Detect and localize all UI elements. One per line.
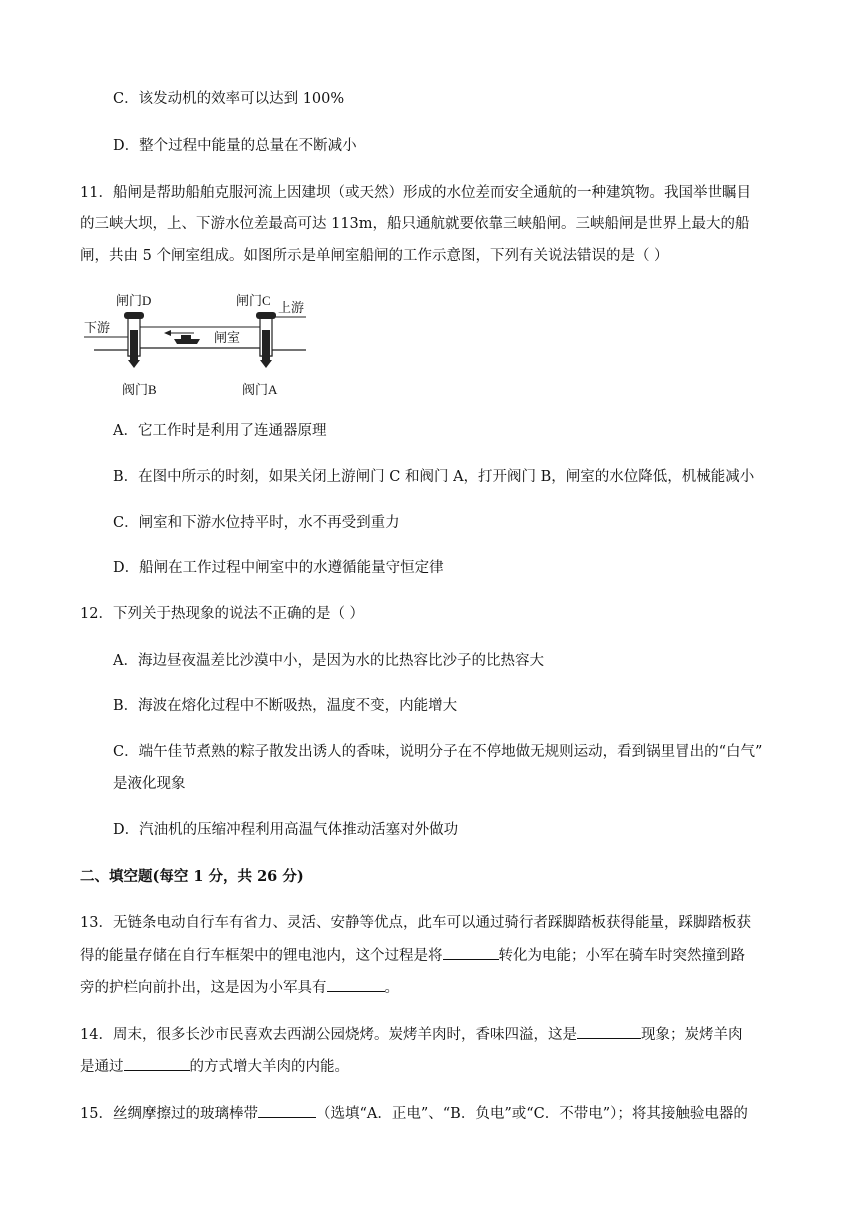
channel-bottom <box>94 348 306 356</box>
flow-arrowhead <box>164 330 171 336</box>
label-chamber: 闸室 <box>214 330 241 345</box>
answer-blank[interactable] <box>443 945 499 960</box>
q10-option-d: D．整个过程中能量的总量在不断减小 <box>113 138 357 154</box>
q12-option-c-line1: C．端午佳节煮熟的粽子散发出诱人的香味，说明分子在不停地做无规则运动，看到锅里冒出的“白气” <box>113 744 763 760</box>
q12-option-b: B．海波在熔化过程中不断吸热，温度不变，内能增大 <box>113 698 458 714</box>
q13-line3-text-b: 。 <box>384 980 399 996</box>
ship-icon <box>174 335 200 344</box>
q14-line2-text-b: 的方式增大羊肉的内能。 <box>189 1059 349 1075</box>
q12-option-c-line2: 是液化现象 <box>113 776 186 792</box>
q12-stem: 12．下列关于热现象的说法不正确的是（ ） <box>80 606 365 622</box>
q13-line1: 13．无链条电动自行车有省力、灵活、安静等优点，此车可以通过骑行者踩脚踏板获得能量，踩脚踏板获 <box>80 915 751 931</box>
q13-line3 <box>80 977 399 998</box>
label-upstream: 上游 <box>278 300 305 315</box>
q14-line2-text-a: 是通过 <box>80 1059 124 1075</box>
q14-line1-text-a: 14．周末，很多长沙市民喜欢去西湖公园烧烤。炭烤羊肉时，香味四溢，这是 <box>80 1027 577 1043</box>
q15-line1 <box>80 1103 748 1124</box>
valve-b-head <box>128 360 140 368</box>
q14-line2 <box>80 1056 349 1077</box>
valve-b-stem <box>130 330 138 360</box>
label-valve-a: 阀门A <box>242 382 278 397</box>
q11-stem-line2: 的三峡大坝，上、下游水位差最高可达 113m，船只通航就要依靠三峡船闸。三峡船闸是世界上最大的船 <box>80 216 750 232</box>
label-valve-b: 阀门B <box>122 382 157 397</box>
label-gate-d: 闸门D <box>116 293 152 308</box>
section-fill-blank-heading: 二、填空题(每空 1 分，共 26 分) <box>80 868 304 885</box>
q11-option-b: B．在图中所示的时刻，如果关闭上游闸门 C 和阀门 A，打开阀门 B，闸室的水位降低，机械能减小 <box>113 469 755 485</box>
q11-option-a: A．它工作时是利用了连通器原理 <box>113 423 327 439</box>
q13-line2-text-a: 得的能量存储在自行车框架中的锂电池内，这个过程是将 <box>80 948 443 964</box>
q11-option-c: C．闸室和下游水位持平时，水不再受到重力 <box>113 515 400 531</box>
q11-stem-line3: 闸，共由 5 个闸室组成。如图所示是单闸室船闸的工作示意图，下列有关说法错误的是（ ） <box>80 248 669 264</box>
q13-line2 <box>80 945 745 966</box>
q12-option-d: D．汽油机的压缩冲程利用高温气体推动活塞对外做功 <box>113 822 459 838</box>
gate-c-cap <box>256 312 276 319</box>
ship-lock-diagram <box>84 290 314 405</box>
q13-line3-text-a: 旁的护栏向前扑出，这是因为小军具有 <box>80 980 327 996</box>
answer-blank[interactable] <box>258 1103 316 1118</box>
q13-line2-text-b: 转化为电能；小军在骑车时突然撞到路 <box>498 948 745 964</box>
q14-line1 <box>80 1024 742 1045</box>
label-downstream: 下游 <box>84 320 111 335</box>
q11-stem-line1: 11．船闸是帮助船舶克服河流上因建坝（或天然）形成的水位差而安全通航的一种建筑物。我国举世瞩目 <box>80 185 751 201</box>
answer-blank[interactable] <box>577 1024 641 1039</box>
answer-blank[interactable] <box>124 1056 190 1071</box>
q15-line1-text-a: 15．丝绸摩擦过的玻璃棒带 <box>80 1106 258 1122</box>
q11-option-d: D．船闸在工作过程中闸室中的水遵循能量守恒定律 <box>113 560 444 576</box>
valve-a-head <box>260 360 272 368</box>
label-gate-c: 闸门C <box>236 293 271 308</box>
q15-line1-text-b: （选填“A．正电”、“B．负电”或“C．不带电”）；将其接触验电器的 <box>315 1106 748 1122</box>
valve-a-stem <box>262 330 270 360</box>
q12-option-a: A．海边昼夜温差比沙漠中小，是因为水的比热容比沙子的比热容大 <box>113 653 544 669</box>
q10-option-c: C．该发动机的效率可以达到 100% <box>113 91 345 107</box>
answer-blank[interactable] <box>327 977 385 992</box>
q14-line1-text-b: 现象；炭烤羊肉 <box>640 1027 743 1043</box>
gate-d-cap <box>124 312 144 319</box>
